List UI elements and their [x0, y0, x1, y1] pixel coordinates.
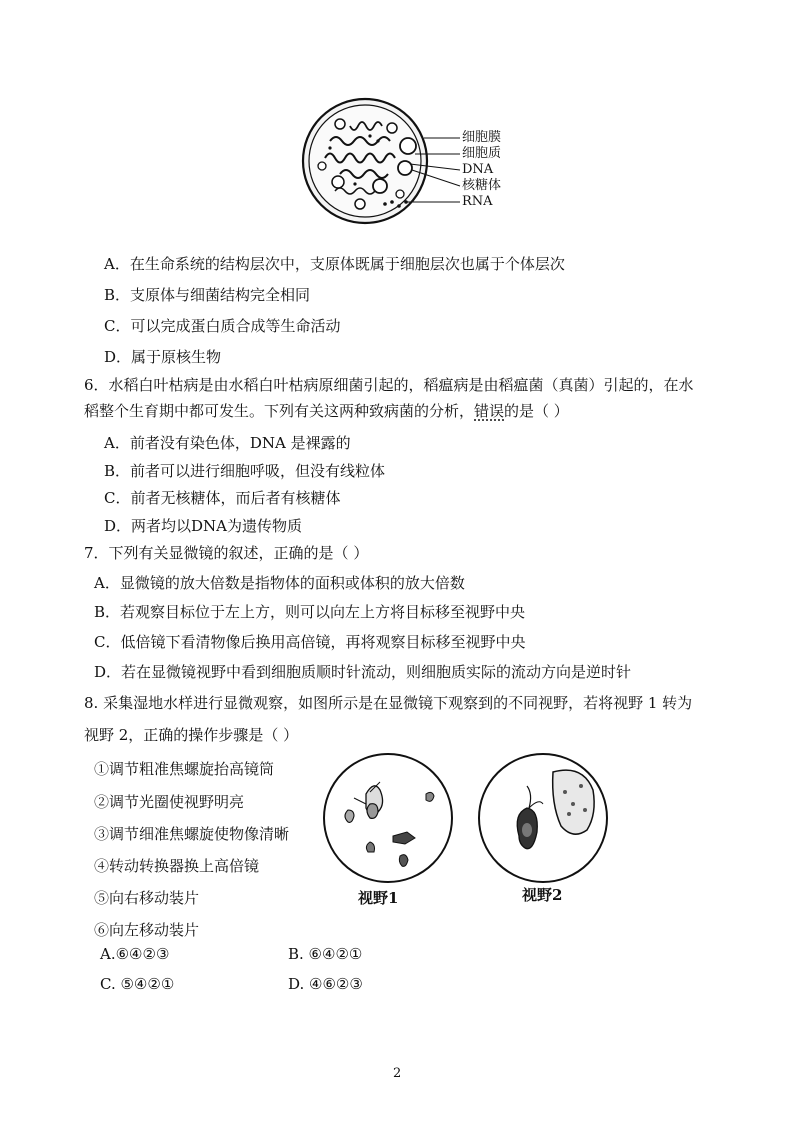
label-ribosome: 核糖体 [462, 178, 502, 193]
label-cytoplasm: 细胞质 [462, 146, 502, 161]
q8-step-3: ③调节细准焦螺旋使物像清晰 [94, 825, 290, 843]
q5-option-a: A．在生命系统的结构层次中，支原体既属于细胞层次也属于个体层次 [104, 255, 565, 273]
q6-stem-text-b: 的是（ ） [504, 402, 569, 420]
q8-step-4: ④转动转换器换上高倍镜 [94, 857, 260, 875]
microscope-view-2 [473, 752, 613, 892]
page-number: 2 [393, 1066, 402, 1081]
label-rna: RNA [462, 194, 493, 209]
q8-step-2: ②调节光圈使视野明亮 [94, 793, 245, 811]
microscope-view-1 [318, 752, 458, 892]
view1-label: 视野1 [358, 889, 399, 907]
q7-option-c: C．低倍镜下看清物像后换用高倍镜，再将观察目标移至视野中央 [94, 633, 526, 651]
view2-label: 视野2 [522, 886, 563, 904]
q6-stem-text-a: 稻整个生育期中都可发生。下列有关这两种致病菌的分析， [84, 402, 475, 420]
q7-option-b: B．若观察目标位于左上方，则可以向左上方将目标移至视野中央 [94, 603, 526, 621]
q8-step-1: ①调节粗准焦螺旋抬高镜筒 [94, 760, 275, 778]
q6-option-c: C．前者无核糖体，而后者有核糖体 [104, 489, 341, 507]
q7-option-a: A．显微镜的放大倍数是指物体的面积或体积的放大倍数 [94, 574, 465, 592]
q6-stem-line2 [84, 401, 569, 421]
q6-stem-line1: 6．水稻白叶枯病是由水稻白叶枯病原细菌引起的，稻瘟病是由稻瘟菌（真菌）引起的，在水 [84, 376, 694, 394]
q8-option-d: D. ④⑥②③ [288, 975, 363, 993]
q8-step-5: ⑤向右移动装片 [94, 889, 200, 907]
q6-option-b: B．前者可以进行细胞呼吸，但没有线粒体 [104, 462, 386, 480]
q6-option-a: A．前者没有染色体，DNA 是裸露的 [104, 434, 351, 452]
q5-option-d: D．属于原核生物 [104, 348, 222, 366]
q8-stem-line1: 8. 采集湿地水样进行显微观察，如图所示是在显微镜下观察到的不同视野，若将视野 1 转为 [84, 694, 693, 712]
q6-option-d: D．两者均以DNA为遗传物质 [104, 517, 303, 535]
diagram-labels [462, 130, 501, 210]
label-dna: DNA [462, 162, 494, 177]
q8-option-b: B. ⑥④②① [288, 945, 363, 963]
q8-step-6: ⑥向左移动装片 [94, 921, 200, 939]
q8-option-c: C. ⑤④②① [100, 975, 175, 993]
q5-option-b: B．支原体与细菌结构完全相同 [104, 286, 311, 304]
q8-option-a: A.⑥④②③ [100, 945, 170, 963]
q7-stem: 7．下列有关显微镜的叙述，正确的是（ ） [84, 544, 369, 562]
label-cell-membrane: 细胞膜 [462, 130, 502, 145]
q5-option-c: C．可以完成蛋白质合成等生命活动 [104, 317, 341, 335]
q7-option-d: D．若在显微镜视野中看到细胞质顺时针流动，则细胞质实际的流动方向是逆时针 [94, 663, 632, 681]
q8-stem-line2: 视野 2，正确的操作步骤是（ ） [84, 726, 299, 744]
q6-emphasis: 错误 [474, 402, 505, 420]
